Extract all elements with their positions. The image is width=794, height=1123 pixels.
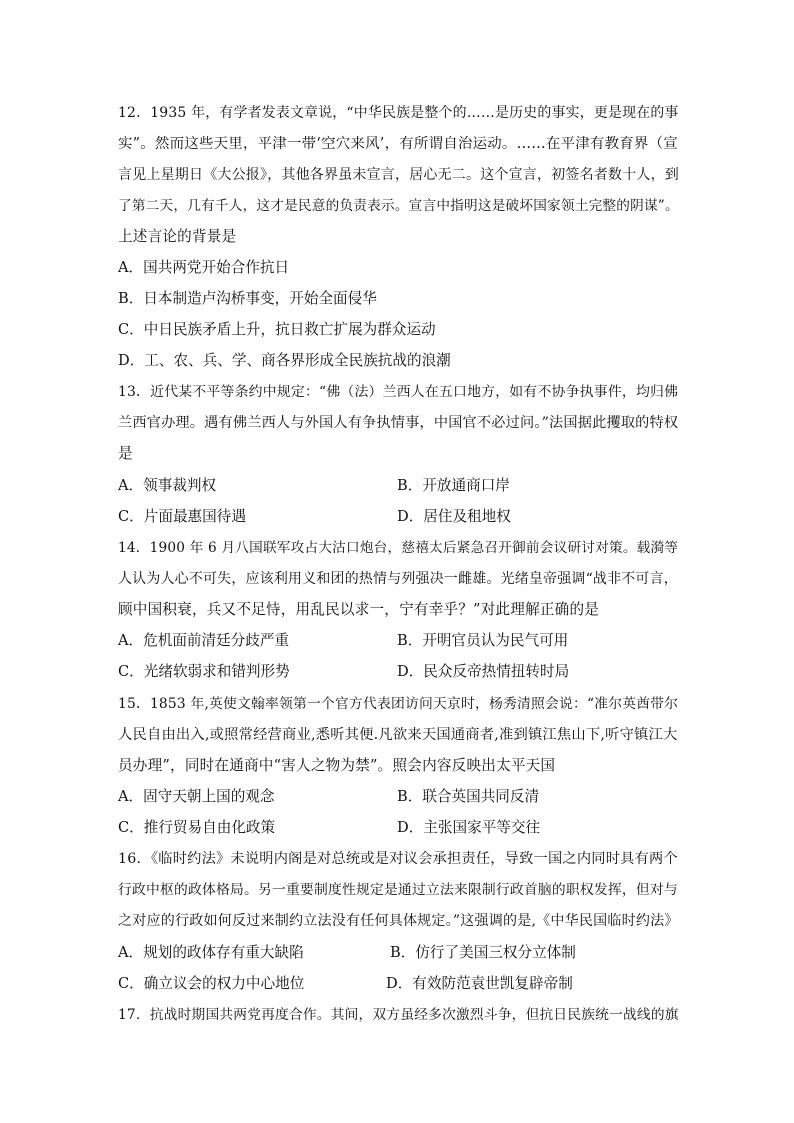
q15-line-1: 15．1853 年,英使文翰率领第一个官方代表团访问天京时，杨秀清照会说：“准尔英酋带尔 <box>118 696 679 712</box>
q16-option-d: D．有效防范袁世凯复辟帝制 <box>386 975 573 992</box>
q14-option-b: B．开明官员认为民气可用 <box>397 632 569 649</box>
q14-option-a: A．危机面前清廷分歧严重 <box>118 632 290 649</box>
q12-line-3: 言见上星期日《大公报》，其他各界虽未宣言，居心无二。这个宣言，初签名者数十人，到 <box>118 167 679 183</box>
q12-line-2: 实”。然而这些天里，平津一带‘空穴来风’，有所谓自治运动。……在平津有教育界（宣 <box>118 136 678 152</box>
q13-option-d: D．居住及租地权 <box>397 508 511 525</box>
q16-line-2: 行政中枢的政体格局。另一重要制度性规定是通过立法来限制行政首脑的职权发挥，但对与 <box>118 882 678 898</box>
q14-line-3: 顾中国积衰，兵又不足恃，用乱民以求一，宁有幸乎？”对此理解正确的是 <box>118 601 600 618</box>
q13-line-3: 是 <box>118 445 133 462</box>
q15-option-a: A．固守天朝上国的观念 <box>118 788 275 805</box>
q15-option-d: D．主张国家平等交往 <box>397 819 541 836</box>
q12-option-b: B．日本制造卢沟桥事变，开始全面侵华 <box>118 290 377 307</box>
q16-line-1: 16．《临时约法》未说明内阁是对总统或是对议会承担责任，导致一国之内同时具有两个 <box>118 851 678 867</box>
q15-line-2: 人民自由出入,或照常经营商业,悉听其便.凡欲来天国通商者,准到镇江焦山下,听守镇江大 <box>118 727 678 743</box>
q14-line-2: 人认为人心不可失，应该利用义和团的热情与列强决一雌雄。光绪皇帝强调“战非不可言， <box>118 571 678 587</box>
q13-option-b: B．开放通商口岸 <box>397 477 510 494</box>
q14-option-d: D．民众反帝热情扭转时局 <box>397 663 570 680</box>
q16-option-a: A．规划的政体存有重大缺陷 <box>118 944 304 961</box>
q14-line-1: 14．1900 年 6 月八国联军攻占大沽口炮台，慈禧太后紧急召开御前会议研讨对策。载漪等 <box>118 540 679 556</box>
q15-option-b: B．联合英国共同反清 <box>397 788 540 805</box>
q12-line-5: 上述言论的背景是 <box>118 228 237 245</box>
q12-line-4: 了第二天，几有千人，这才是民意的负责表示。宣言中指明这是破坏国家领土完整的阴谋”。 <box>118 198 679 214</box>
q13-line-1: 13．近代某不平等条约中规定：“佛（法）兰西人在五口地方，如有不协争执事件，均归佛 <box>118 384 679 400</box>
q12-option-c: C．中日民族矛盾上升，抗日救亡扩展为群众运动 <box>118 321 436 338</box>
q16-line-3: 之对应的行政如何反过来制约立法没有任何具体规定。”这强调的是,《中华民国临时约法》 <box>118 913 679 929</box>
q13-option-a: A．领事裁判权 <box>118 477 217 494</box>
q12-option-a: A．国共两党开始合作抗日 <box>118 259 290 276</box>
q14-option-c: C．光绪软弱求和错判形势 <box>118 663 290 680</box>
q13-line-2: 兰西官办理。遇有佛兰西人与外国人有争执情事，中国官不必过问。”法国据此攫取的特权 <box>118 415 679 431</box>
q17-line-1: 17．抗战时期国共两党再度合作。其间，双方虽经多次激烈斗争，但抗日民族统一战线的旗 <box>118 1007 679 1023</box>
q12-line-1: 12．1935 年，有学者发表文章说，“中华民族是整个的……是历史的事实，更是现在的事 <box>118 105 679 121</box>
q16-option-b: B．仿行了美国三权分立体制 <box>390 944 576 961</box>
q16-option-c: C．确立议会的权力中心地位 <box>118 975 305 992</box>
q15-option-c: C．推行贸易自由化政策 <box>118 819 276 836</box>
q12-option-d: D．工、农、兵、学、商各界形成全民族抗战的浪潮 <box>118 352 451 369</box>
q13-option-c: C．片面最惠国待遇 <box>118 508 246 525</box>
q15-line-3: 员办理”，同时在通商中“害人之物为禁”。照会内容反映出太平天国 <box>118 757 556 774</box>
